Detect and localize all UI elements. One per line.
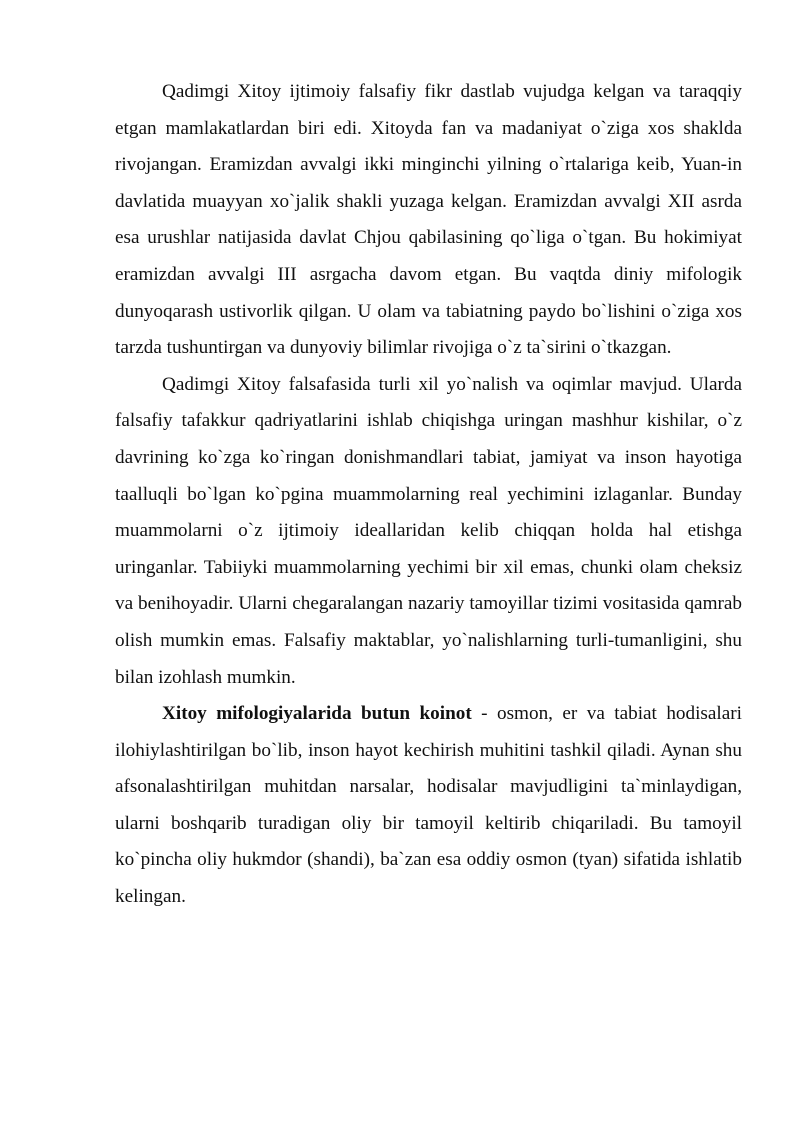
paragraph-3: [115, 696, 742, 916]
body-text: [115, 74, 742, 916]
paragraph-1-text: Qadimgi Xitoy ijtimoiy falsafiy fikr dastlab vujudga kelgan va taraqqiy etgan mamlakatlardan biri edi. Xitoyda fan va madaniyat o`ziga xos shaklda rivojangan. Eramizdan avvalgi ikki minginchi yilning o`rtalariga keib, Yuan-in davlatida muayyan xo`jalik shakli yuzaga kelgan. Eramizdan avvalgi XII asrda esa urushlar natijasida davlat Chjou qabilasining qo`liga o`tgan. Bu hokimiyat eramizdan avvalgi III asrgacha davom etgan. Bu vaqtda diniy mifologik dunyoqarash ustivorlik qilgan. U olam va tabiatning paydo bo`lishini o`ziga xos tarzda tushuntirgan va dunyoviy bilimlar rivojiga o`z ta`sirini o`tkazgan.: [115, 81, 742, 359]
paragraph-3-bold-lead: Xitoy mifologiyalarida butun koinot: [162, 703, 472, 725]
paragraph-2-text: Qadimgi Xitoy falsafasida turli xil yo`nalish va oqimlar mavjud. Ularda falsafiy tafakkur qadriyatlarini ishlab chiqishga uringan mashhur kishilar, o`z davrining ko`zga ko`ringan donishmandlari tabiat, jamiyat va inson hayotiga taalluqli bo`lgan ko`pgina muammolarning real yechimini izlaganlar. Bunday muammolarni o`z ijtimoiy ideallaridan kelib chiqqan holda hal etishga uringanlar. Tabiiyki muammolarning yechimi bir xil emas, chunki olam cheksiz va benihoyadir. Ularni chegaralangan nazariy tamoyillar tizimi vositasida qamrab olish mumkin emas. Falsafiy maktablar, yo`nalishlarning turli-tumanligini, shu bilan izohlash mumkin.: [115, 373, 742, 688]
paragraph-1: [115, 74, 742, 367]
paragraph-3-text: - osmon, er va tabiat hodisalari ilohiylashtirilgan bo`lib, inson hayot kechirish muhitini tashkil qiladi. Aynan shu afsonalashtirilgan muhitdan narsalar, hodisalar mavjudligini ta`minlaydigan, ularni boshqarib turadigan oliy bir tamoyil keltirib chiqariladi. Bu tamoyil ko`pincha oliy hukmdor (shandi), ba`zan esa oddiy osmon (tyan) sifatida ishlatib kelingan.: [115, 703, 742, 908]
paragraph-2: [115, 367, 742, 696]
